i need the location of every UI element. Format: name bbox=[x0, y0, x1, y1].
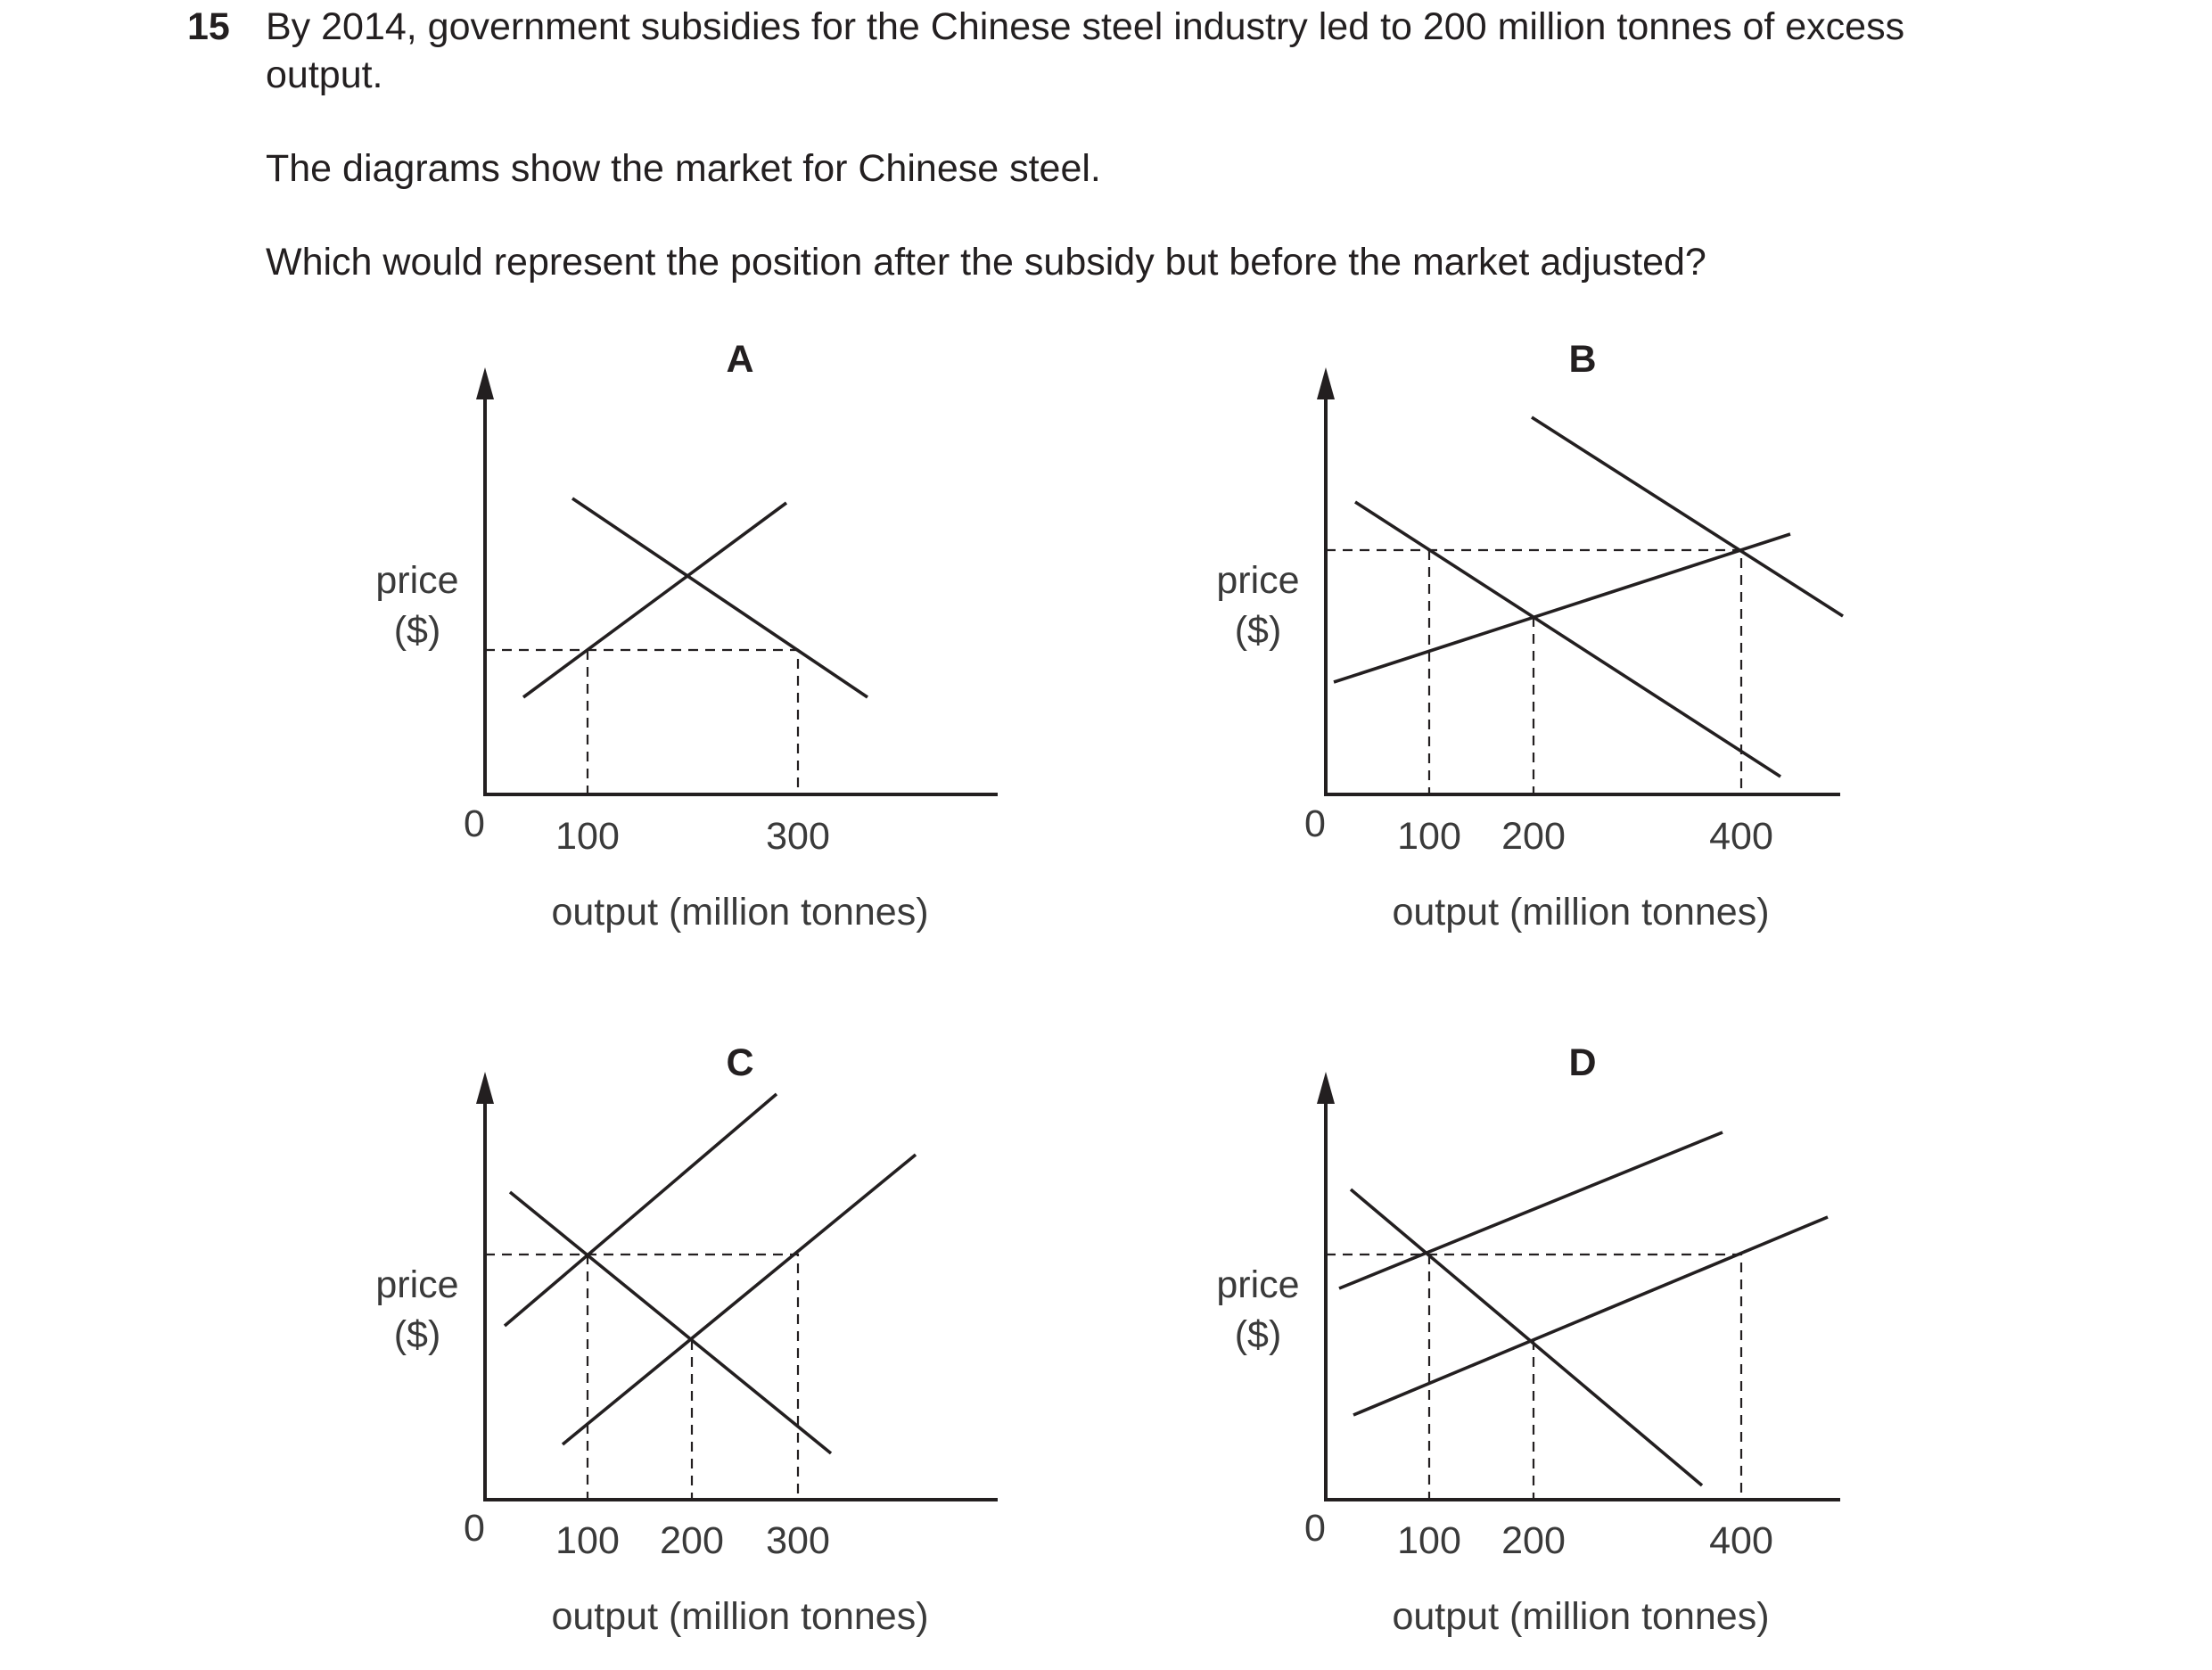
diagram-b-output-label: output (million tonnes) bbox=[1392, 891, 1770, 934]
diagram-b-tick-200: 200 bbox=[1501, 815, 1566, 858]
question-text-line-3: The diagrams show the market for Chinese steel. bbox=[266, 147, 1101, 190]
diagram-c-price-label: price bbox=[375, 1263, 459, 1306]
diagram-c-output-label: output (million tonnes) bbox=[551, 1595, 929, 1638]
diagram-a bbox=[375, 338, 998, 934]
diagram-a-tick-100: 100 bbox=[555, 815, 620, 858]
diagram-c bbox=[375, 1041, 998, 1638]
diagram-c-price-unit: ($) bbox=[393, 1313, 441, 1356]
diagram-a-guide-300 bbox=[485, 650, 798, 794]
diagram-d-supply-curve bbox=[1339, 1132, 1723, 1288]
diagram-a-output-label: output (million tonnes) bbox=[551, 891, 929, 934]
diagram-b-price-unit: ($) bbox=[1234, 609, 1282, 652]
diagram-b-title: B bbox=[1568, 338, 1597, 381]
diagram-a-title: A bbox=[726, 338, 754, 381]
diagram-c-title: C bbox=[726, 1041, 754, 1084]
diagram-d-title: D bbox=[1568, 1041, 1597, 1084]
diagram-c-tick-200: 200 bbox=[660, 1519, 724, 1562]
diagram-b-axis-arrow bbox=[1317, 367, 1335, 399]
diagram-c-origin: 0 bbox=[464, 1507, 485, 1550]
diagram-c-supply-curve bbox=[505, 1094, 777, 1326]
diagram-d-origin: 0 bbox=[1304, 1507, 1326, 1550]
diagram-a-supply-curve bbox=[523, 503, 786, 697]
diagram-c-shifted-supply-curve bbox=[563, 1155, 916, 1444]
diagram-d bbox=[1216, 1041, 1840, 1638]
diagram-d-tick-100: 100 bbox=[1397, 1519, 1461, 1562]
diagram-b bbox=[1216, 338, 1843, 934]
diagram-b-demand-curve bbox=[1355, 502, 1780, 777]
diagram-b-shifted-demand-curve bbox=[1532, 417, 1843, 616]
diagram-a-tick-300: 300 bbox=[766, 815, 830, 858]
diagram-b-origin: 0 bbox=[1304, 802, 1326, 845]
diagram-c-tick-100: 100 bbox=[555, 1519, 620, 1562]
question-number: 15 bbox=[187, 5, 230, 48]
diagram-d-shifted-supply-curve bbox=[1353, 1217, 1828, 1415]
diagram-b-price-label: price bbox=[1216, 559, 1300, 602]
diagram-a-price-label: price bbox=[375, 559, 459, 602]
diagram-d-tick-200: 200 bbox=[1501, 1519, 1566, 1562]
question-text-line-1: By 2014, government subsidies for the Chinese steel industry led to 200 million tonnes of excess bbox=[266, 5, 1905, 48]
diagram-b-supply-curve bbox=[1334, 534, 1790, 682]
diagram-c-tick-300: 300 bbox=[766, 1519, 830, 1562]
diagram-c-axis-arrow bbox=[476, 1072, 494, 1104]
diagram-d-axis-arrow bbox=[1317, 1072, 1335, 1104]
question-text-line-2: output. bbox=[266, 53, 383, 96]
diagram-d-price-unit: ($) bbox=[1234, 1313, 1282, 1356]
diagram-d-demand-curve bbox=[1351, 1189, 1702, 1485]
diagram-d-output-label: output (million tonnes) bbox=[1392, 1595, 1770, 1638]
diagram-d-price-label: price bbox=[1216, 1263, 1300, 1306]
diagram-b-tick-400: 400 bbox=[1709, 815, 1773, 858]
diagram-b-tick-100: 100 bbox=[1397, 815, 1461, 858]
diagram-c-demand-curve bbox=[510, 1192, 831, 1453]
diagram-a-origin: 0 bbox=[464, 802, 485, 845]
diagram-a-axis-arrow bbox=[476, 367, 494, 399]
question-text-line-4: Which would represent the position after the subsidy but before the market adjusted? bbox=[266, 241, 1706, 284]
diagram-a-price-unit: ($) bbox=[393, 609, 441, 652]
diagram-d-tick-400: 400 bbox=[1709, 1519, 1773, 1562]
diagram-a-demand-curve bbox=[572, 498, 868, 697]
